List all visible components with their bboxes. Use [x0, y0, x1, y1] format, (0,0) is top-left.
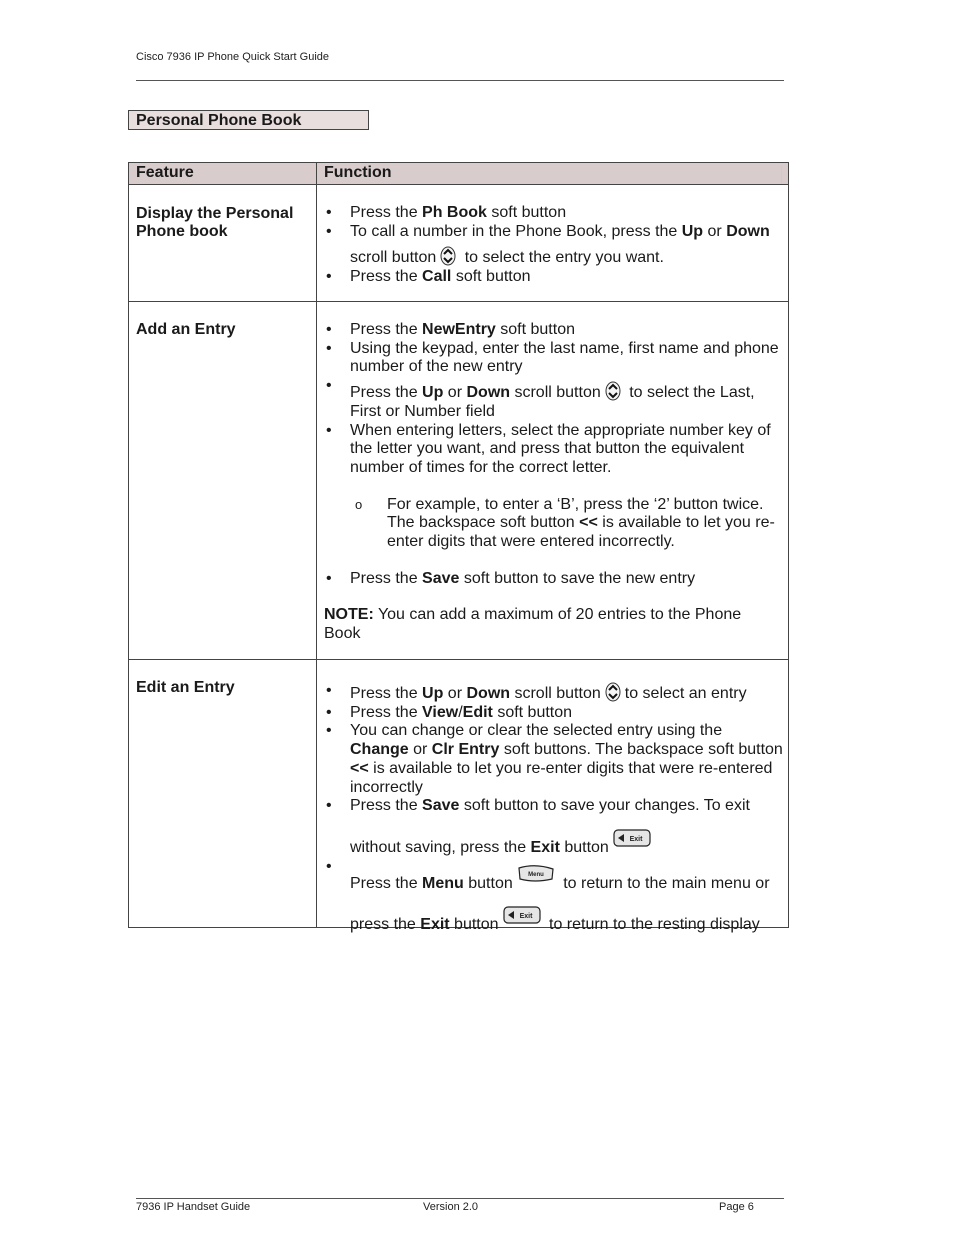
table-header [129, 163, 788, 185]
list-item: • Press the Save soft button to save your changes. To exit without saving, press the Exit button Exit [324, 797, 784, 857]
list-item: • Press the Ph Book soft button [324, 204, 784, 223]
list-item: • Press the Up or Down scroll button to select the Last, First or Number field [324, 377, 784, 421]
table-row [129, 302, 788, 660]
exit-button-icon [613, 828, 651, 848]
list-item: • Press the Call soft button [324, 268, 784, 287]
function-cell [324, 321, 784, 644]
scroll-up-down-icon [605, 381, 621, 401]
table-row [129, 185, 788, 302]
function-cell [324, 682, 784, 935]
footer-version: Version 2.0 [423, 1201, 479, 1213]
table-row [129, 660, 788, 934]
list-item: • You can change or clear the selected entry using the Change or Clr Entry soft buttons. The backspace soft button << is available to let you re-enter digits that were re-entered incorrectly [324, 722, 784, 797]
feature-table [128, 162, 789, 934]
section-title: Personal Phone Book [128, 110, 369, 130]
running-header: Cisco 7936 IP Phone Quick Start Guide [136, 51, 330, 63]
footer-left: 7936 IP Handset Guide [136, 1201, 251, 1213]
svg-text:Menu: Menu [527, 871, 544, 878]
feature-label: Display the Personal Phone book [136, 205, 294, 240]
svg-text:Exit: Exit [519, 913, 532, 921]
list-item: • Press the NewEntry soft button [324, 321, 784, 340]
list-item: • Press the Menu button Menu to return to the main menu or press the Exit button Exit to return to the resting display [324, 858, 784, 935]
feature-label: Edit an Entry [136, 679, 235, 696]
list-item: • To call a number in the Phone Book, press the Up or Down scroll button to select the entry you want. [324, 223, 784, 268]
list-item: • Using the keypad, enter the last name, first name and phone number of the new entry [324, 340, 784, 377]
footer-page-number: Page 6 [719, 1201, 754, 1213]
column-header-function: Function [324, 164, 392, 181]
header-divider [136, 80, 784, 81]
list-item: • Press the Up or Down scroll button to select an entry [324, 682, 784, 704]
list-item: • Press the Save soft button to save the new entry [324, 570, 784, 589]
feature-label: Add an Entry [136, 321, 236, 338]
function-cell [324, 204, 784, 287]
list-item: • When entering letters, select the appropriate number key of the letter you want, and press that button the equivalent number of times for the correct letter. [324, 422, 784, 478]
scroll-up-down-icon [440, 246, 456, 266]
list-item: • Press the View/Edit soft button [324, 704, 784, 723]
svg-text:Exit: Exit [629, 835, 643, 843]
column-header-feature: Feature [136, 164, 194, 181]
menu-button-icon [517, 864, 555, 884]
exit-button-icon [503, 905, 541, 925]
sub-list-item: o For example, to enter a ‘B’, press the ‘2’ button twice. The backspace soft button << is available to let you re-enter digits that were entered incorrectly. [324, 496, 784, 552]
note: NOTE: You can add a maximum of 20 entries to the Phone Book [324, 606, 742, 643]
footer-divider [136, 1198, 784, 1199]
scroll-up-down-icon [605, 682, 621, 702]
